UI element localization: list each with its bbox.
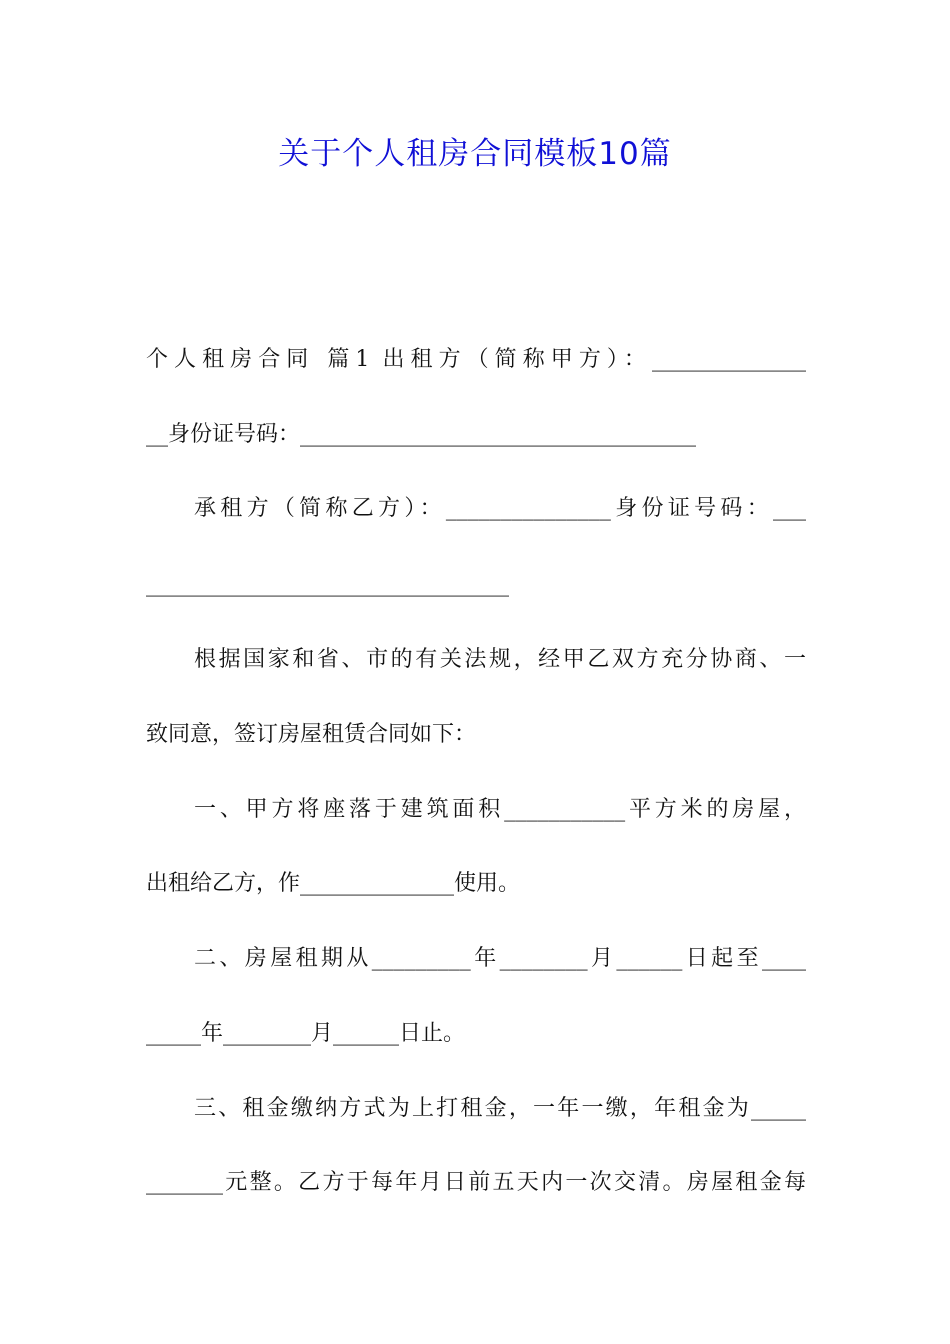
text-line-1: 个人租房合同 篇1 出租方（简称甲方）：______________ (146, 347, 806, 372)
text-line-8: 出租给乙方，作______________使用。 (146, 871, 521, 896)
text-line-3: 承租方（简称乙方）：_______________身份证号码：___ (194, 496, 806, 521)
text-line-5: 根据国家和省、市的有关法规，经甲乙双方充分协商、一 (194, 647, 806, 672)
text-line-10: _____年________月______日止。 (146, 1021, 466, 1046)
text-line-12: _______元整。乙方于每年月日前五天内一次交清。房屋租金每 (146, 1170, 806, 1195)
text-line-6: 致同意，签订房屋租赁合同如下： (146, 722, 477, 747)
document-title: 关于个人租房合同模板10篇 (278, 136, 672, 172)
text-line-2: __身份证号码：____________________________________ (146, 422, 697, 447)
text-line-11: 三、租金缴纳方式为上打租金，一年一缴，年租金为_____ (194, 1096, 806, 1121)
text-line-7: 一、甲方将座落于建筑面积___________平方米的房屋， (194, 797, 806, 822)
text-line-4: _________________________________ (146, 572, 509, 597)
text-line-9: 二、房屋租期从_________年________月______日起至____ (194, 946, 806, 971)
